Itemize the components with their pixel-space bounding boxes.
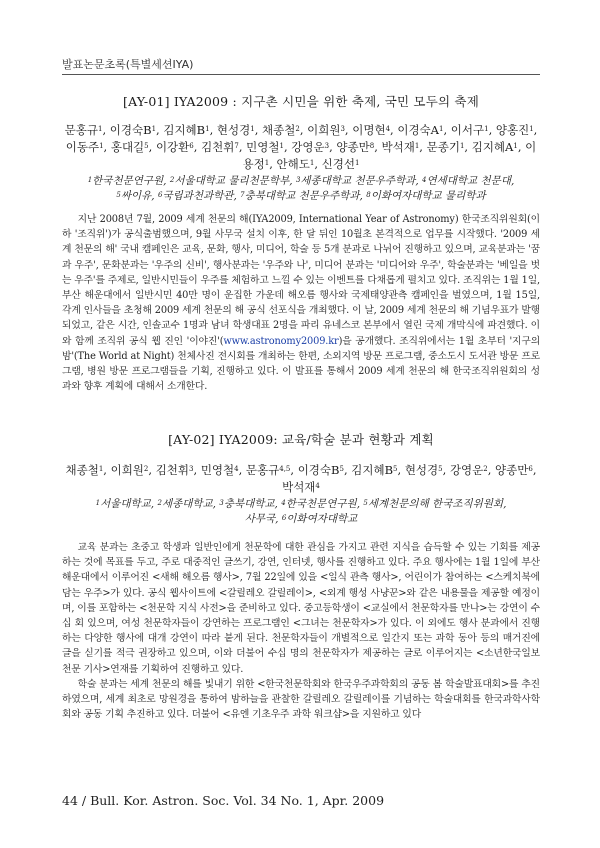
affiliation-marker: 1 [87, 176, 93, 184]
affiliation-list: $^1$한국천문연구원, $^2$서울대학교 물리천문학부, $^3$세종대학교 천문우주학과, $^4$연세대학교 천문대, $^5$싸이유, $^6$국립과천과학관, $^7$충북대학교 천문우주학과, $^8$이화여자대학교 물리학과 [87, 175, 515, 202]
author-name: 문홍규 [245, 463, 280, 477]
affiliation-text: 세종대학교 [161, 498, 213, 510]
author-name: 채종철 [262, 123, 296, 137]
author-affiliation-marker: 5 [393, 465, 398, 473]
author-affiliation-marker: 3 [189, 465, 194, 473]
affiliation-marker: 3 [295, 176, 301, 184]
author-name: 박석재 [381, 140, 415, 154]
author-affiliation-marker: 5 [339, 465, 344, 473]
abstract-paragraph: 학술 분과는 세계 천문의 해를 빛내기 위한 <한국천문학회와 한국우주과학회의 공동 봄 학술발표대회>를 추진하였으며, 세계 최초로 망원경을 통하여 밤하늘을 관찰한 갈릴레오 갈릴레이를 기념하는 학술대회를 한국과학사학회와 공동 기획 추진하고 있다. 더불어 <유엔 기초우주 과학 워크샵>을 지원하고 있다 [62, 678, 540, 721]
author-name: 이동주 [65, 140, 100, 154]
author-name: 김지혜A [471, 140, 514, 154]
author-list: 문홍규$^1$, 이경숙$B^1$, 김지혜$B^1$, 현성경$^1$, 채종철$^2$, 이희원$^3$, 이명현$^4$, 이경숙$A^1$, 이서구$^1$, 양홍진$^1$, 이동주$^1$, 홍대길$^5$, 이강환$^6$, 김천휘$^7$, 민영철$^1$, 강영운$^3$, 양종만$^8$, 박석재$^1$, 문종기$^1$, 김지혜$A^1$, 이용정$^1$, 안해도$^1$, 신경선$^1$ [64, 123, 538, 171]
author-name: 강영운 [449, 463, 484, 477]
affiliation-text: 이화여자대학교 물리학과 [370, 190, 486, 202]
author-name: 이서구 [450, 123, 485, 137]
author-affiliation-marker: 1 [513, 142, 518, 150]
author-name: 박석재 [282, 480, 316, 494]
running-header: 발표논문초록(특별세션IYA) [62, 58, 194, 71]
affiliation-text: 충북대학교 [223, 498, 275, 510]
affiliation-marker: 6 [281, 514, 287, 522]
affiliation-marker: 8 [366, 191, 371, 199]
header-rule [62, 74, 540, 75]
author-list: 채종철$^1$, 이희원$^2$, 김천휘$^3$, 민영철$^4$, 문홍규$^{4,5}$, 이경숙$B^5$, 김지혜$B^5$, 현성경$^5$, 강영운$^2$, 양종만$^6$, 박석재$^4$ [65, 463, 537, 494]
author-name: 이경숙A [397, 123, 439, 137]
abstract-ay02 [62, 430, 540, 722]
author-affiliation-marker: 4 [385, 125, 391, 133]
author-affiliation-marker: 2 [143, 465, 149, 473]
author-name: 안해도 [276, 157, 310, 171]
author-name: 이용정 [242, 140, 537, 171]
author-affiliation-marker: 1 [459, 142, 465, 150]
website-link[interactable]: www.astronomy2009.kr [223, 335, 339, 347]
author-affiliation-marker: 2 [483, 465, 488, 473]
author-affiliation-marker: 1 [529, 125, 534, 133]
author-name: 이강환 [155, 140, 190, 154]
author-name: 민영철 [200, 463, 235, 477]
affiliation-text: 한국천문연구원 [285, 498, 357, 510]
author-name: 문홍규 [64, 123, 98, 137]
author-name: 양홍진 [495, 123, 530, 137]
author-name: 현성경 [216, 123, 251, 137]
affiliation-marker: 4 [281, 499, 286, 507]
author-name: 양종만 [336, 140, 370, 154]
author-affiliation-marker: 1 [205, 125, 210, 133]
author-affiliation-marker: 1 [309, 159, 315, 167]
author-name: 김천휘 [201, 140, 235, 154]
author-affiliation-marker: 1 [250, 125, 255, 133]
author-affiliation-marker: 7 [234, 142, 239, 150]
affiliation-text: 서울대학교 물리천문학부 [174, 175, 290, 187]
affiliation-text: 충북대학교 천문우주학과 [244, 190, 360, 202]
author-affiliation-marker: 1 [438, 125, 444, 133]
author-name: 채종철 [65, 463, 99, 477]
abstract-title: [AY-02] IYA2009: 교육/학술 분과 현황과 계획 [168, 432, 434, 447]
author-affiliation-marker: 1 [264, 159, 270, 167]
page-footer: 44 / Bull. Kor. Astron. Soc. Vol. 34 No. 1, Apr. 2009 [62, 793, 385, 808]
affiliation-marker: 4 [422, 176, 427, 184]
affiliation-text: 싸이유 [120, 190, 152, 202]
author-affiliation-marker: 1 [98, 125, 103, 133]
affiliation-text: 세종대학교 천문우주학과 [300, 175, 416, 187]
author-name: 이희원 [307, 123, 341, 137]
author-affiliation-marker: 1 [151, 125, 157, 133]
author-affiliation-marker: 3 [324, 142, 330, 150]
author-name: 현성경 [404, 463, 439, 477]
affiliation-list: $^1$서울대학교, $^2$세종대학교, $^3$충북대학교, $^4$한국천문연구원, $^5$세계천문의해 한국조직위원회, 사무국, $^6$이화여자대학교 [95, 498, 507, 525]
affiliation-text: 국립과천과학관 [162, 190, 234, 202]
author-affiliation-marker: 4 [315, 482, 320, 490]
author-name: 문종기 [426, 140, 460, 154]
author-name: 양종만 [495, 463, 529, 477]
author-name: 이명현 [352, 123, 386, 137]
author-affiliation-marker: 1 [354, 159, 360, 167]
author-affiliation-marker: 6 [528, 465, 533, 473]
author-affiliation-marker: 4 [234, 465, 239, 473]
author-name: 이경숙B [297, 463, 340, 477]
author-affiliation-marker: 2 [295, 125, 300, 133]
author-affiliation-marker: 4,5 [279, 465, 291, 473]
author-affiliation-marker: 5 [438, 465, 443, 473]
author-affiliation-marker: 8 [369, 142, 375, 150]
abstract-body [62, 212, 540, 394]
author-affiliation-marker: 1 [414, 142, 420, 150]
affiliation-text: 이화여자대학교 [286, 513, 358, 525]
affiliation-marker: 5 [363, 499, 368, 507]
author-name: 김천휘 [155, 463, 190, 477]
affiliation-text: 연세대학교 천문대 [426, 175, 511, 187]
affiliation-marker: 1 [95, 499, 101, 507]
affiliation-marker: 3 [219, 499, 224, 507]
author-name: 김지혜B [163, 123, 206, 137]
author-name: 강영운 [291, 140, 325, 154]
author-name: 이경숙B [109, 123, 152, 137]
affiliation-marker: 2 [157, 499, 162, 507]
abstract-body-text-continued: )을 공개했다. 조직위에서는 1월 초부터 '지구의 밤'(The World at Night) 천체사진 전시회를 개최하는 한편, 소외지역 방문 프로그램, 중소도시 도서관 방문 프로그램, 병원 방문 프로그램들을 기획, 진행하고 있다. 이 발표를 통해서 2009 세계 천문의 해 한국조직위원회의 성과와 향후 계획에 대해서 소개한다. [62, 335, 541, 393]
author-name: 신경선 [321, 157, 355, 171]
author-affiliation-marker: 6 [189, 142, 194, 150]
author-affiliation-marker: 3 [340, 125, 345, 133]
author-name: 김지혜B [351, 463, 394, 477]
author-affiliation-marker: 1 [279, 142, 284, 150]
abstract-title: [AY-01] IYA2009 : 지구촌 시민을 위한 축제, 국민 모두의 축제 [123, 94, 479, 109]
author-name: 홍대길 [110, 140, 145, 154]
affiliation-marker: 5 [116, 191, 121, 199]
abstract-ay01 [62, 92, 540, 394]
affiliation-marker: 7 [240, 191, 245, 199]
author-affiliation-marker: 5 [144, 142, 149, 150]
author-affiliation-marker: 1 [98, 465, 104, 473]
abstract-paragraph: 교육 분과는 초중고 학생과 일반인에게 천문학에 대한 관심을 가지고 관련 지식을 습득할 수 있는 기회를 제공하는 것에 목표를 두고, 주로 대중적인 글쓰기, 강연, 인터넷, 행사를 진행하고 있다. 주요 행사에는 1월 1일에 부산 해운대에서 이루어진 <새해 해오름 행사>, 7월 22일에 있을 <일식 관측 행사>, 어린이가 참여하는 <스케치북에 담는 우주>가 있다. 공식 웹사이트에 <갈릴레오 갈릴레이>, <외계 행성 사냥꾼>와 같은 내용물을 제공할 예정이며, 이를 포함하는 <천문학 지식 사전>을 준비하고 있다. 중고등학생이 <교실에서 천문학자를 만나>는 강연이 수십 회 있으며, 여성 천문학자들이 강연하는 프로그램인 <그녀는 천문학자>가 있다. 이 외에도 행사 분과에서 진행하는 다양한 행사에 대개 강연이 따라 붙게 된다. 천문학자들이 개별적으로 일간지 또는 과학 동아 등의 매거진에 글을 싣기를 적극 권장하고 있으며, 이와 더불어 수십 명의 천문학자가 제공하는 글로 이루어지는 <소년한국일보 천문 기사>연재를 기획하여 진행하고 있다. [62, 542, 540, 675]
affiliation-marker: 6 [157, 191, 163, 199]
abstract-body-text: 지난 2008년 7월, 2009 세계 천문의 해(IYA2009, International Year of Astronomy) 한국조직위원회(이하 '조직위')가 공식출범했으며, 9월 사무국 설치 이후, 한 달 뒤인 10월초 본격적으로 업무를 시작했다. '2009 세계 천문의 해' 국내 캠페인은 교육, 문화, 행사, 미디어, 학술 등 5개 분과로 나뉘어 진행하고 있으며, 교육분과는 '꿈과 우주', 문화분과는 '우주의 신비', 행사분과는 '우주와 나', 미디어 분과는 '미디어와 우주', 학술분과는 '베일을 벗는 우주'를 주제로, 일반시민들이 우주를 체험하고 느낄 수 있는 이벤트를 다채롭게 펼치고 있다. 조직위는 1월 1일, 부산 해운대에서 일반시민 40만 명이 운집한 가운데 해오름 행사와 국제태양관측 캠페인을 벌였으며, 1월 15일, 각계 인사들을 초청해 2009 세계 천문의 해 공식 선포식을 개최했다. 이 날, 2009 세계 천문의 해 기념우표가 발행되었고, 같은 시간, 인솔교수 1명과 남녀 학생대표 2명을 파리 유네스코 본부에서 열린 국제 개막식에 파견했다. 이와 함께 조직위 공식 웹 진인 '이야진'( [62, 214, 540, 347]
affiliation-text: 한국천문연구원 [92, 175, 164, 187]
affiliation-marker: 2 [169, 176, 175, 184]
author-affiliation-marker: 1 [484, 125, 489, 133]
affiliation-text: 사무국, [244, 513, 282, 525]
author-name: 민영철 [246, 140, 280, 154]
author-affiliation-marker: 1 [99, 142, 104, 150]
affiliation-text: 세계천문의해 한국조직위원회 [367, 498, 504, 510]
author-name: 이희원 [110, 463, 144, 477]
affiliation-text: 서울대학교 [100, 498, 151, 510]
